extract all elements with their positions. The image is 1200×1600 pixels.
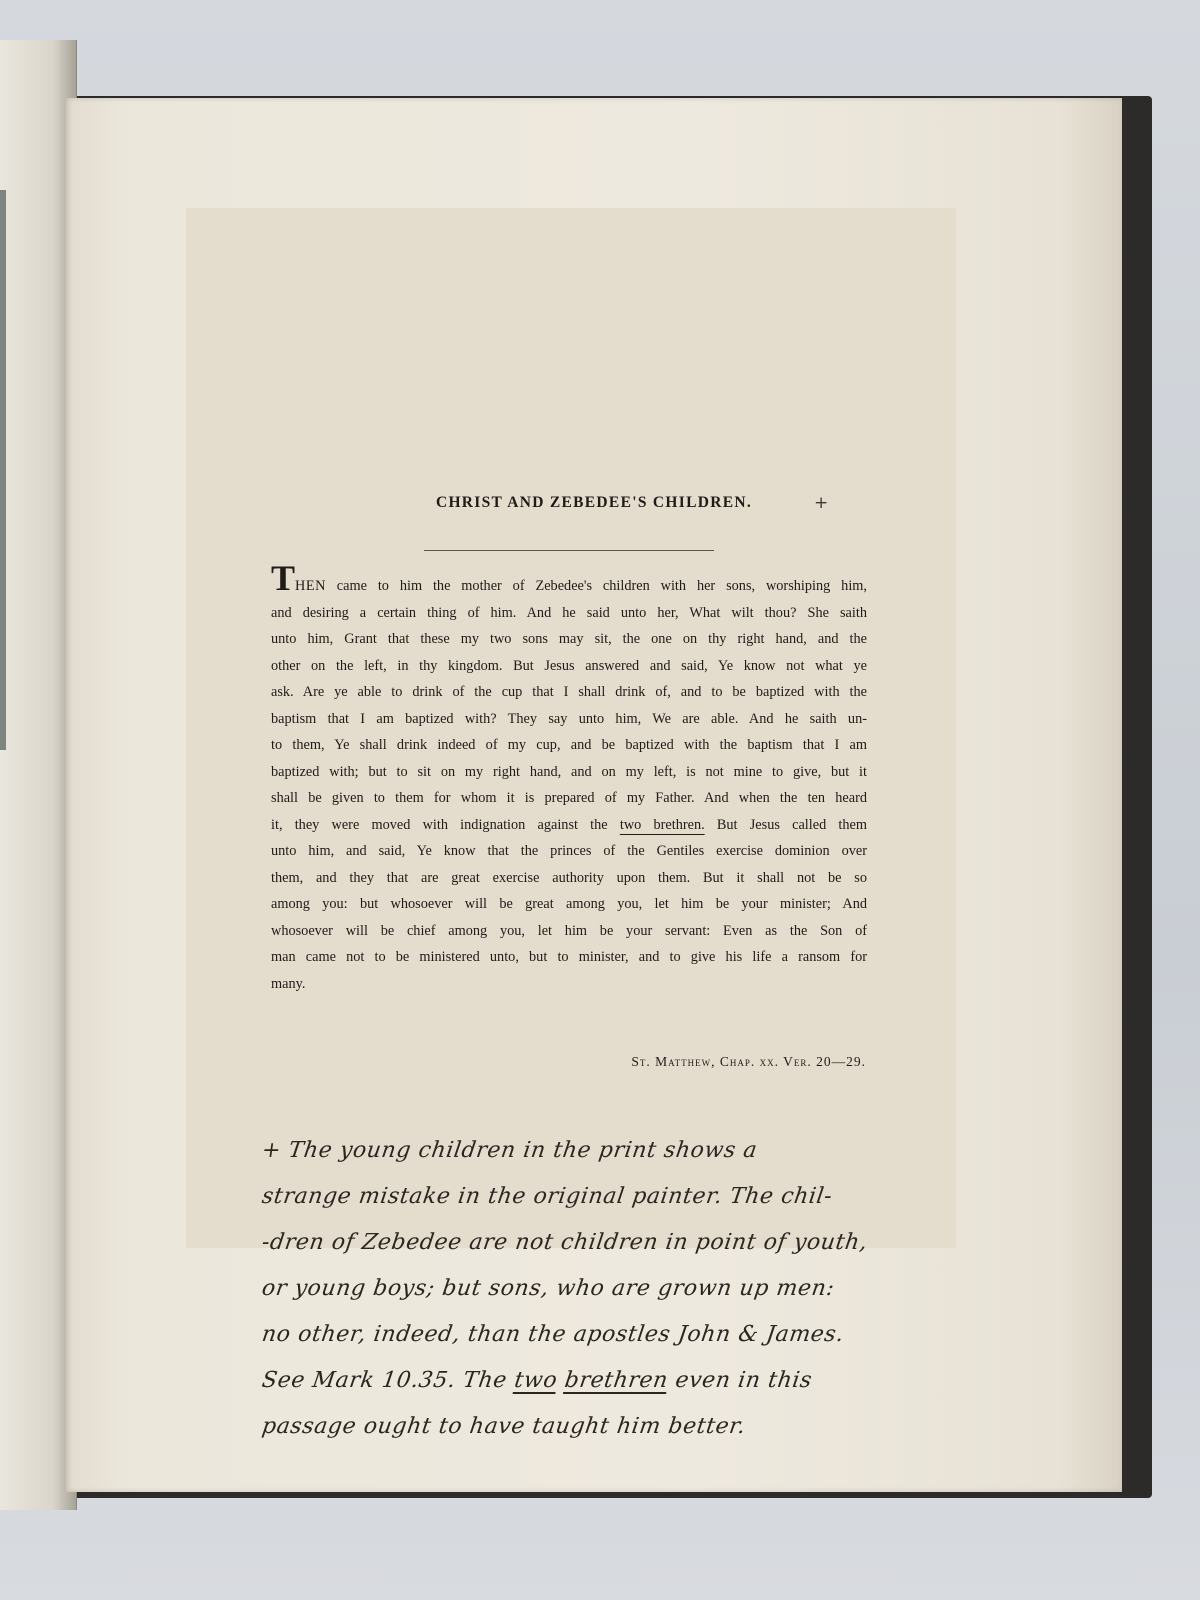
verse-line: and desiring a certain thing of him. And he said unto her, What wilt thou? She saith bbox=[271, 604, 867, 621]
verse-line: many. bbox=[271, 975, 306, 992]
verse-line: baptism that I am baptized with? They say unto him, We are able. And he saith un- bbox=[271, 710, 867, 727]
left-page-strip bbox=[0, 190, 6, 750]
note-line: or young boys; but sons, who are grown up men: bbox=[260, 1276, 837, 1301]
title-rule bbox=[424, 550, 714, 551]
verse-text bbox=[271, 558, 867, 997]
verse-line: THEN came to him the mother of Zebedee's children with her sons, worshiping him, bbox=[271, 558, 867, 598]
verse-line: baptized with; but to sit on my right hand, and on my left, is not mine to give, but it bbox=[271, 763, 867, 780]
note-line: See Mark 10.35. The two brethren even in this bbox=[260, 1368, 814, 1393]
verse-line: to them, Ye shall drink indeed of my cup, and be baptized with the baptism that I am bbox=[271, 737, 867, 753]
note-line: strange mistake in the original painter. The chil- bbox=[260, 1184, 834, 1209]
note-line: -dren of Zebedee are not children in point of youth, bbox=[260, 1230, 870, 1255]
verse-line: among you: but whosoever will be great among you, let him be your minister; And bbox=[271, 896, 867, 912]
verse-line: man came not to be ministered unto, but to minister, and to give his life a ransom for bbox=[271, 949, 867, 965]
verse-line: them, and they that are great exercise authority upon them. But it shall not be so bbox=[271, 869, 867, 886]
verse-line: whosoever will be chief among you, let him be your servant: Even as the Son of bbox=[271, 922, 867, 939]
page-title: CHRIST AND ZEBEDEE'S CHILDREN. bbox=[435, 494, 753, 511]
handwritten-note bbox=[262, 1128, 962, 1450]
verse-line: unto him, Grant that these my two sons may sit, the one on thy right hand, and the bbox=[271, 631, 867, 647]
note-underlined-word: brethren bbox=[563, 1368, 670, 1393]
first-word-rest: HEN bbox=[295, 578, 326, 594]
note-line: passage ought to have taught him better. bbox=[260, 1414, 748, 1439]
note-line: no other, indeed, than the apostles John & James. bbox=[260, 1322, 846, 1347]
book-page bbox=[66, 98, 1122, 1492]
verse-line: other on the left, in thy kingdom. But Jesus answered and said, Ye know not what ye bbox=[271, 657, 867, 674]
scripture-reference: St. Matthew, Chap. xx. Ver. 20—29. bbox=[631, 1054, 866, 1069]
verse-line: ask. Are ye able to drink of the cup that I shall drink of, and to be baptized with the bbox=[271, 684, 867, 700]
verse-line: shall be given to them for whom it is prepared of my Father. And when the ten heard bbox=[271, 790, 867, 806]
verse-line: unto him, and said, Ye know that the princes of the Gentiles exercise dominion over bbox=[271, 843, 867, 859]
note-line: + The young children in the print shows a bbox=[260, 1138, 759, 1163]
drop-cap: T bbox=[271, 558, 296, 598]
underlined-phrase: two brethren. bbox=[619, 816, 705, 833]
note-underlined-word: two bbox=[512, 1368, 559, 1393]
verse-line: it, they were moved with indignation against the two brethren. But Jesus called them bbox=[271, 816, 867, 833]
title-annotation-mark: + bbox=[814, 493, 829, 513]
